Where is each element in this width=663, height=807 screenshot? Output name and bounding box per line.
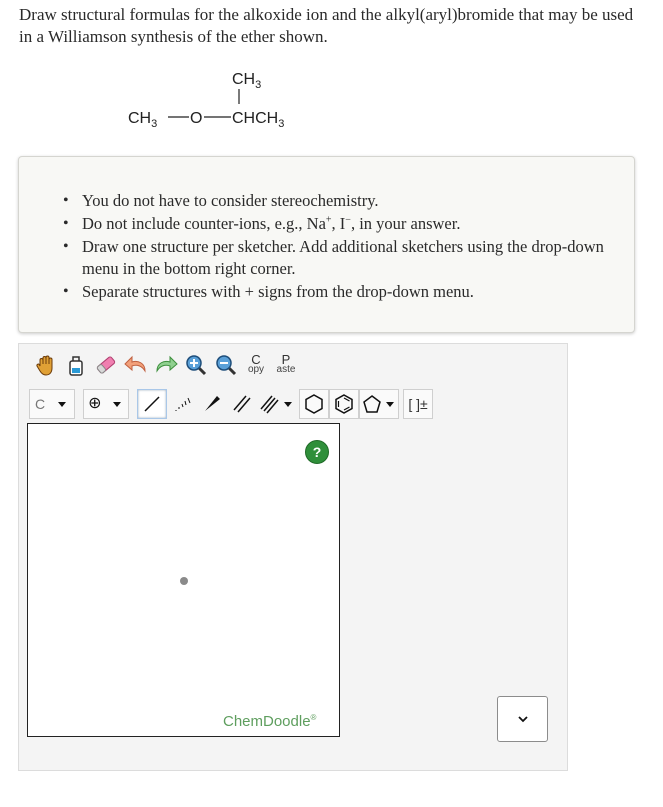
atom-selector[interactable] [29, 389, 75, 419]
wedge-bond-tool[interactable] [197, 389, 227, 419]
instruction-item: • Do not include counter-ions, e.g., Na+, I−, in your answer. [82, 213, 614, 235]
chevron-down-icon [284, 402, 292, 407]
atom-label: C [34, 396, 46, 412]
undo-icon[interactable] [121, 350, 151, 380]
zoom-out-icon[interactable] [211, 350, 241, 380]
ether-structure [120, 62, 320, 132]
chevron-down-icon [113, 402, 121, 407]
chemdoodle-logo: ChemDoodle® [223, 713, 317, 730]
cyclopentane-ring-selector[interactable] [359, 389, 399, 419]
double-bond-tool[interactable] [227, 389, 257, 419]
chevron-down-icon [516, 714, 530, 724]
paste-button[interactable]: P aste [276, 352, 296, 375]
single-bond-tool[interactable] [137, 389, 167, 419]
instruction-item: • Draw one structure per sketcher. Add additional sketchers using the drop-down menu in the bottom right corner. [82, 236, 614, 280]
hand-pan-icon[interactable] [31, 350, 61, 380]
help-button[interactable]: ? [305, 440, 329, 464]
bracket-charge-tool[interactable]: [ ]± [403, 389, 433, 419]
benzene-ring-tool[interactable] [329, 389, 359, 419]
question-text: Draw structural formulas for the alkoxide ion and the alkyl(aryl)bromide that may be used in a Williamson synthesis of the ether shown. [19, 5, 634, 46]
cyclohexane-ring-tool[interactable] [299, 389, 329, 419]
charge-selector[interactable] [83, 389, 129, 419]
instruction-item: • You do not have to consider stereochemistry. [82, 190, 614, 212]
branch-methyl: $CH_3$ [232, 71, 262, 91]
instructions-list [19, 190, 614, 304]
left-methyl: $CH_3$ [128, 110, 158, 130]
canvas-cursor-dot [180, 577, 188, 585]
instruction-item: • Separate structures with + signs from the drop-down menu. [82, 281, 614, 303]
triple-bond-selector[interactable] [257, 389, 297, 419]
toolbar-row-2 [29, 388, 433, 420]
hashed-bond-tool[interactable] [167, 389, 197, 419]
copy-button[interactable]: C opy [247, 352, 265, 375]
instructions-box [18, 156, 635, 333]
chevron-down-icon [58, 402, 66, 407]
right-group: $CHCH_3$ [232, 110, 285, 130]
sketcher-dropdown[interactable] [497, 696, 548, 742]
toolbar-row-1 [31, 349, 301, 381]
drawing-canvas[interactable] [27, 423, 340, 737]
eraser-icon[interactable] [91, 350, 121, 380]
oxygen-atom: O [190, 110, 203, 127]
charge-plus-icon: ⊕ [88, 395, 102, 412]
clear-bucket-icon[interactable] [61, 350, 91, 380]
redo-icon[interactable] [151, 350, 181, 380]
zoom-in-icon[interactable] [181, 350, 211, 380]
chevron-down-icon [386, 402, 394, 407]
